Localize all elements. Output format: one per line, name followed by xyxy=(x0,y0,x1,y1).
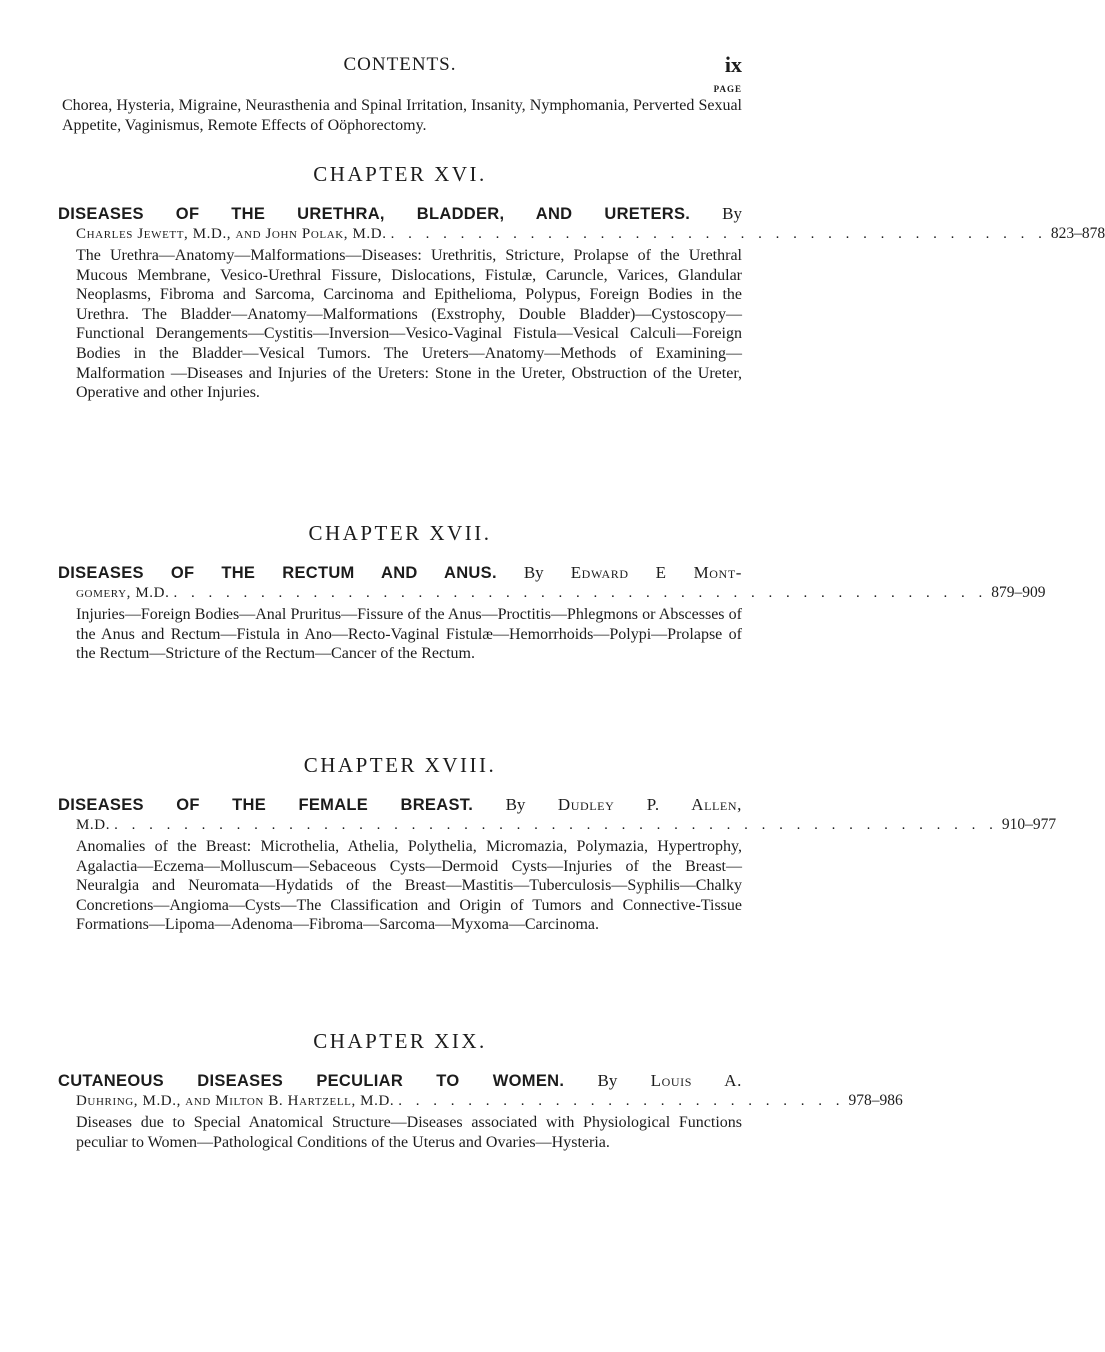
chapter-number: CHAPTER XVI. xyxy=(313,162,487,186)
chapter-title: DISEASES OF THE URETHRA, BLADDER, AND URETERS. xyxy=(58,205,691,223)
chapter-author-line xyxy=(76,1091,903,1111)
chapter-title-line xyxy=(58,563,742,583)
chapter-xix xyxy=(58,1029,903,1152)
chapter-by: By xyxy=(505,795,526,814)
chapter-by: By xyxy=(722,204,742,223)
chapter-xvii xyxy=(58,521,1046,664)
chapter-title: DISEASES OF THE RECTUM AND ANUS. xyxy=(58,564,497,582)
chapter-author: Charles Jewett, M.D., and John Polak, M.D. xyxy=(76,226,387,242)
chapter-number: CHAPTER XVII. xyxy=(308,521,492,545)
chapter-title-line xyxy=(58,204,742,224)
running-head xyxy=(58,54,742,80)
chapter-title-line xyxy=(58,1071,742,1091)
chapter-title-line xyxy=(58,795,742,815)
chapter-description: Injuries—Foreign Bodies—Anal Pruritus—Fissure of the Anus—Proctitis—Phlegmons or Abscesses of the Anus and Rectum—Fistula in Ano—Recto-Vaginal Fistulæ—Hemorrhoids—Polypi—Prolapse of the Rectum—Stricture of the Rectum—Cancer of the Rectum. xyxy=(76,606,742,663)
chapter-pages: 910–977 xyxy=(1001,816,1057,833)
running-head-title: CONTENTS. xyxy=(343,54,457,75)
chapter-author-line xyxy=(76,224,1105,244)
dot-leader: . . . . . . . . . . . . . . . . . . . . . . . . . . xyxy=(398,1093,845,1109)
chapter-description: The Urethra—Anatomy—Malformations—Diseases: Urethritis, Stricture, Prolapse of the Urethral Mucous Membrane, Vesico-Urethral Fissure, Dislocations, Fistulæ, Caruncle, Varices, Glandular Neoplasms, Fibroma and Sarcoma, Carcinoma and Epithelioma, Polypus, Foreign Bodies in the Urethra. The Bladder—Anatomy—Malformations (Exstrophy, Double Bladder)—Cystoscopy—Functional Derangements—Cystitis—Inversion—Vesico-Vaginal Fistula—Vesical Calculi—Foreign Bodies in the Bladder—Vesical Tumors. The Ureters—Anatomy—Methods of Examining—Malformation —Diseases and Injuries of the Ureters: Stone in the Ureter, Obstruction of the Ureter, Operative and other Injuries. xyxy=(76,247,742,402)
page-column-label: PAGE xyxy=(713,84,742,94)
chapter-number: CHAPTER XVIII. xyxy=(303,753,497,777)
chapter-xviii xyxy=(58,753,1057,935)
chapter-by: By xyxy=(523,563,544,582)
chapter-pages: 879–909 xyxy=(991,584,1046,601)
chapter-author: M.D. xyxy=(76,817,111,833)
chapter-author-first-line: Louis A. xyxy=(650,1071,743,1090)
dot-leader: . . . . . . . . . . . . . . . . . . . . . . . . . . . . . . . . . . . . . . . . . . . . . . . . . . . xyxy=(114,817,998,833)
chapter-author: Duhring, M.D., and Milton B. Hartzell, M.D. xyxy=(76,1093,395,1109)
dot-leader: . . . . . . . . . . . . . . . . . . . . . . . . . . . . . . . . . . . . . . xyxy=(390,226,1047,242)
chapter-number: CHAPTER XIX. xyxy=(313,1029,487,1053)
chapter-author-line xyxy=(76,583,1046,603)
chapter-author: gomery, M.D. xyxy=(76,585,170,601)
chapter-description: Diseases due to Special Anatomical Structure—Diseases associated with Physiological Functions peculiar to Women—Pathological Conditions of the Uterus and Ovaries—Hysteria. xyxy=(76,1114,742,1151)
continued-chapter-description: Chorea, Hysteria, Migraine, Neurasthenia and Spinal Irritation, Insanity, Nymphomania, Perverted Sexual Appetite, Vaginismus, Remote Effects of Oöphorectomy. xyxy=(62,97,742,134)
chapter-pages: 978–986 xyxy=(848,1092,903,1109)
chapter-author-first-line: Edward E Mont- xyxy=(570,563,743,582)
chapter-pages: 823–878 xyxy=(1050,225,1105,242)
chapter-author-first-line: Dudley P. Allen, xyxy=(557,795,742,814)
chapter-title: CUTANEOUS DISEASES PECULIAR TO WOMEN. xyxy=(58,1072,565,1090)
chapter-author-line xyxy=(76,815,1057,835)
chapter-title: DISEASES OF THE FEMALE BREAST. xyxy=(58,796,474,814)
page-number: ix xyxy=(724,52,742,77)
chapter-description: Anomalies of the Breast: Microthelia, Athelia, Polythelia, Micromazia, Polymazia, Hypertrophy, Agalactia—Eczema—Molluscum—Sebaceous Cysts—Dermoid Cysts—Injuries of the Breast—Neuralgia and Neuromata—Hydatids of the Breast—Mastitis—Tuberculosis—Syphilis—Chalky Concretions—Angioma—Cysts—The Classification and Origin of Tumors and Connective-Tissue Formations—Lipoma—Adenoma—Fibroma—Sarcoma—Myxoma—Carcinoma. xyxy=(76,838,742,934)
dot-leader: . . . . . . . . . . . . . . . . . . . . . . . . . . . . . . . . . . . . . . . . . . . . . . . xyxy=(173,585,988,601)
chapter-by: By xyxy=(597,1071,618,1090)
chapter-xvi xyxy=(58,162,1105,403)
